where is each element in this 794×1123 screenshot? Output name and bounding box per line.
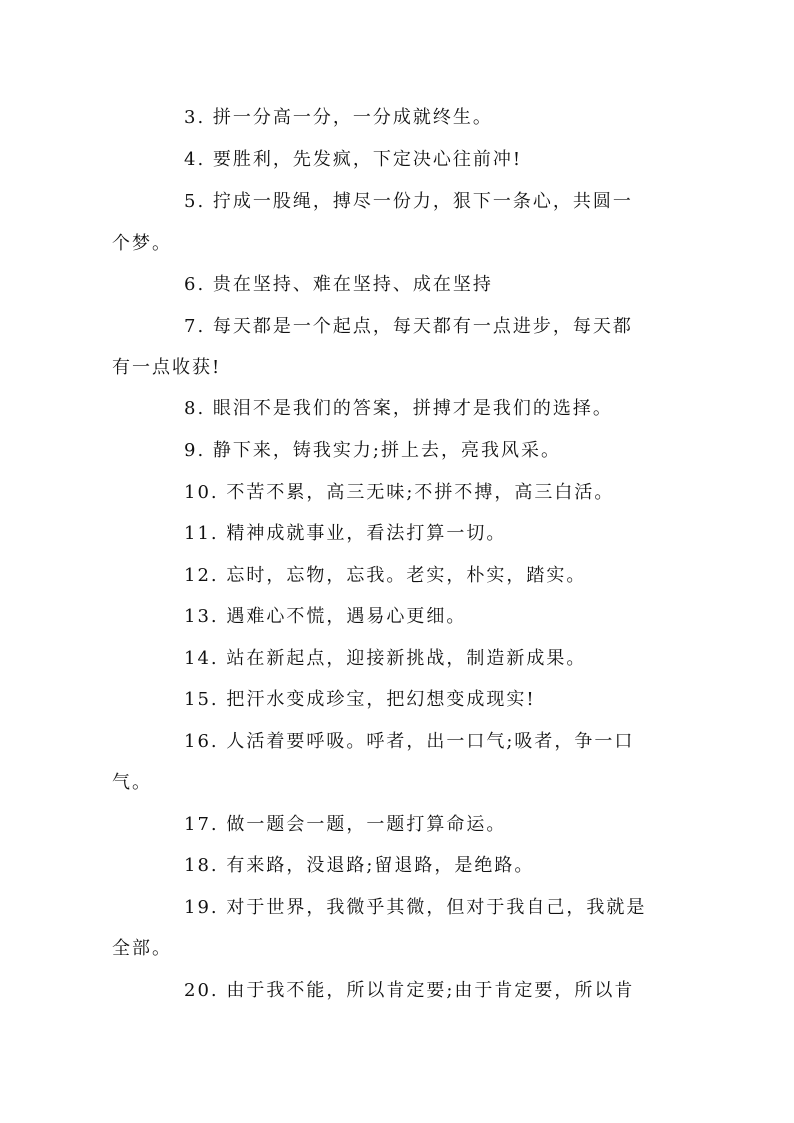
- list-item-4: 4. 要胜利，先发疯，下定决心往前冲!: [184, 149, 523, 170]
- list-item-19: 19. 对于世界，我微乎其微，但对于我自己，我就是: [184, 897, 647, 918]
- list-item-3: 3. 拼一分高一分，一分成就终生。: [184, 107, 493, 128]
- list-item-13: 13. 遇难心不慌，遇易心更细。: [184, 606, 467, 627]
- list-item-6: 6. 贵在坚持、难在坚持、成在坚持: [184, 274, 493, 295]
- list-item-19-continued: 全部。: [112, 938, 172, 959]
- list-item-5-continued: 个梦。: [112, 233, 172, 254]
- list-item-20: 20. 由于我不能，所以肯定要;由于肯定要，所以肯: [184, 980, 635, 1001]
- list-item-5: 5. 拧成一股绳，搏尽一份力，狠下一条心，共圆一: [184, 191, 633, 212]
- list-item-7: 7. 每天都是一个起点，每天都有一点进步，每天都: [184, 316, 633, 337]
- list-item-16-continued: 气。: [112, 772, 152, 793]
- list-item-8: 8. 眼泪不是我们的答案，拼搏才是我们的选择。: [184, 398, 613, 419]
- list-item-9: 9. 静下来，铸我实力;拼上去，亮我风采。: [184, 440, 561, 461]
- list-item-15: 15. 把汗水变成珍宝，把幻想变成现实!: [184, 689, 536, 710]
- list-item-7-continued: 有一点收获!: [112, 357, 222, 378]
- list-item-11: 11. 精神成就事业，看法打算一切。: [184, 523, 507, 544]
- list-item-14: 14. 站在新起点，迎接新挑战，制造新成果。: [184, 648, 587, 669]
- list-item-12: 12. 忘时，忘物，忘我。老实，朴实，踏实。: [184, 565, 587, 586]
- list-item-18: 18. 有来路，没退路;留退路，是绝路。: [184, 855, 535, 876]
- list-item-17: 17. 做一题会一题，一题打算命运。: [184, 814, 507, 835]
- list-item-10: 10. 不苦不累，高三无味;不拼不搏，高三白活。: [184, 482, 615, 503]
- list-item-16: 16. 人活着要呼吸。呼者，出一口气;吸者，争一口: [184, 731, 635, 752]
